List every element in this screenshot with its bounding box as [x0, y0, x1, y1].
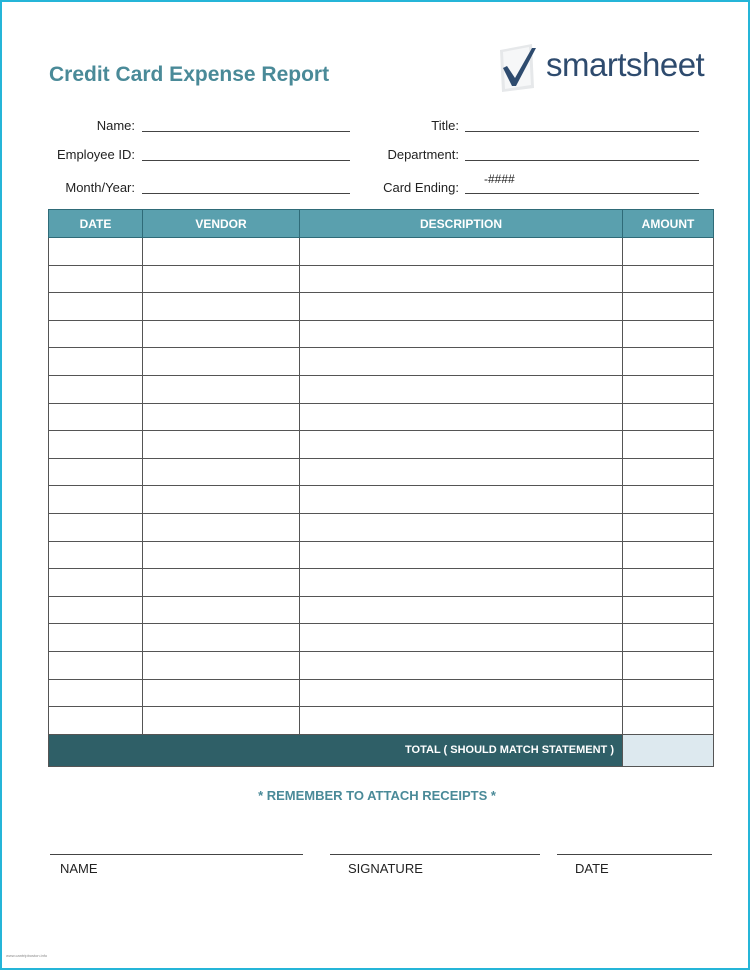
smartsheet-logo: [498, 40, 733, 96]
table-row: [49, 403, 714, 431]
description-cell[interactable]: [300, 320, 623, 348]
month-year-field[interactable]: [142, 193, 350, 194]
description-cell[interactable]: [300, 458, 623, 486]
vendor-cell[interactable]: [143, 513, 300, 541]
description-cell[interactable]: [300, 651, 623, 679]
description-cell[interactable]: [300, 541, 623, 569]
date-cell[interactable]: [49, 265, 143, 293]
amount-cell[interactable]: [623, 403, 714, 431]
date-cell[interactable]: [49, 403, 143, 431]
description-cell[interactable]: [300, 569, 623, 597]
signature-line[interactable]: [330, 854, 540, 855]
vendor-cell[interactable]: [143, 431, 300, 459]
vendor-cell[interactable]: [143, 541, 300, 569]
vendor-cell[interactable]: [143, 596, 300, 624]
vendor-cell[interactable]: [143, 348, 300, 376]
table-row: [49, 238, 714, 266]
amount-cell[interactable]: [623, 624, 714, 652]
table-row: [49, 320, 714, 348]
vendor-cell[interactable]: [143, 624, 300, 652]
date-signature-label: DATE: [575, 861, 609, 876]
department-label: Department:: [387, 147, 459, 162]
description-cell[interactable]: [300, 403, 623, 431]
date-cell[interactable]: [49, 596, 143, 624]
vendor-cell[interactable]: [143, 375, 300, 403]
vendor-cell[interactable]: [143, 238, 300, 266]
table-row: [49, 541, 714, 569]
date-cell[interactable]: [49, 513, 143, 541]
description-cell[interactable]: [300, 486, 623, 514]
table-row: [49, 513, 714, 541]
department-field[interactable]: [465, 160, 699, 161]
name-signature-label: NAME: [60, 861, 98, 876]
amount-cell[interactable]: [623, 348, 714, 376]
date-cell[interactable]: [49, 651, 143, 679]
description-cell[interactable]: [300, 624, 623, 652]
table-row: [49, 624, 714, 652]
name-label: Name:: [96, 118, 135, 133]
vendor-cell[interactable]: [143, 265, 300, 293]
card-ending-hint: -####: [484, 172, 515, 186]
card-ending-field[interactable]: [465, 193, 699, 194]
vendor-cell[interactable]: [143, 458, 300, 486]
amount-cell[interactable]: [623, 513, 714, 541]
amount-cell[interactable]: [623, 486, 714, 514]
table-row: [49, 707, 714, 735]
title-field[interactable]: [465, 131, 699, 132]
table-row: [49, 651, 714, 679]
table-row: [49, 569, 714, 597]
table-row: [49, 458, 714, 486]
employee-id-field[interactable]: [142, 160, 350, 161]
vendor-cell[interactable]: [143, 403, 300, 431]
date-cell[interactable]: [49, 320, 143, 348]
amount-cell[interactable]: [623, 569, 714, 597]
card-ending-label: Card Ending:: [383, 180, 459, 195]
attach-receipts-reminder: * REMEMBER TO ATTACH RECEIPTS *: [258, 788, 496, 803]
column-header-vendor: VENDOR: [143, 210, 300, 238]
description-cell[interactable]: [300, 238, 623, 266]
table-row: [49, 375, 714, 403]
expense-table: [48, 209, 714, 767]
table-row: [49, 265, 714, 293]
description-cell[interactable]: [300, 431, 623, 459]
amount-cell[interactable]: [623, 375, 714, 403]
table-row: [49, 293, 714, 321]
amount-cell[interactable]: [623, 707, 714, 735]
date-cell[interactable]: [49, 707, 143, 735]
total-label: TOTAL ( SHOULD MATCH STATEMENT ): [49, 734, 623, 766]
date-cell[interactable]: [49, 348, 143, 376]
month-year-label: Month/Year:: [65, 180, 135, 195]
description-cell[interactable]: [300, 596, 623, 624]
description-cell[interactable]: [300, 265, 623, 293]
description-cell[interactable]: [300, 348, 623, 376]
description-cell[interactable]: [300, 513, 623, 541]
description-cell[interactable]: [300, 679, 623, 707]
date-cell[interactable]: [49, 238, 143, 266]
date-cell[interactable]: [49, 624, 143, 652]
column-header-description: DESCRIPTION: [300, 210, 623, 238]
column-header-amount: AMOUNT: [623, 210, 714, 238]
amount-cell[interactable]: [623, 651, 714, 679]
date-cell[interactable]: [49, 486, 143, 514]
amount-cell[interactable]: [623, 679, 714, 707]
vendor-cell[interactable]: [143, 320, 300, 348]
name-signature-line[interactable]: [50, 854, 303, 855]
amount-cell[interactable]: [623, 541, 714, 569]
column-header-date: DATE: [49, 210, 143, 238]
description-cell[interactable]: [300, 707, 623, 735]
amount-cell[interactable]: [623, 265, 714, 293]
table-row: [49, 348, 714, 376]
date-signature-line[interactable]: [557, 854, 712, 855]
date-cell[interactable]: [49, 679, 143, 707]
amount-cell[interactable]: [623, 238, 714, 266]
vendor-cell[interactable]: [143, 651, 300, 679]
date-cell[interactable]: [49, 569, 143, 597]
table-row: [49, 431, 714, 459]
footer-url: www.cantripboston.info: [6, 953, 48, 958]
checkmark-logo-icon: [498, 42, 544, 94]
description-cell[interactable]: [300, 375, 623, 403]
date-cell[interactable]: [49, 293, 143, 321]
amount-cell[interactable]: [623, 596, 714, 624]
vendor-cell[interactable]: [143, 293, 300, 321]
table-body: [49, 238, 714, 735]
name-field[interactable]: [142, 131, 350, 132]
date-cell[interactable]: [49, 431, 143, 459]
title-label: Title:: [431, 118, 459, 133]
amount-cell[interactable]: [623, 320, 714, 348]
total-amount-cell[interactable]: [623, 734, 714, 766]
logo-wordmark: smartsheet: [546, 46, 705, 83]
signature-label: SIGNATURE: [348, 861, 423, 876]
date-cell[interactable]: [49, 541, 143, 569]
table-row: [49, 596, 714, 624]
amount-cell[interactable]: [623, 431, 714, 459]
date-cell[interactable]: [49, 375, 143, 403]
report-title: Credit Card Expense Report: [49, 63, 330, 86]
vendor-cell[interactable]: [143, 569, 300, 597]
total-row: [49, 734, 714, 766]
vendor-cell[interactable]: [143, 707, 300, 735]
amount-cell[interactable]: [623, 293, 714, 321]
vendor-cell[interactable]: [143, 486, 300, 514]
employee-id-label: Employee ID:: [56, 147, 135, 162]
description-cell[interactable]: [300, 293, 623, 321]
amount-cell[interactable]: [623, 458, 714, 486]
vendor-cell[interactable]: [143, 679, 300, 707]
table-row: [49, 486, 714, 514]
table-row: [49, 679, 714, 707]
table-header-row: [49, 210, 714, 238]
date-cell[interactable]: [49, 458, 143, 486]
